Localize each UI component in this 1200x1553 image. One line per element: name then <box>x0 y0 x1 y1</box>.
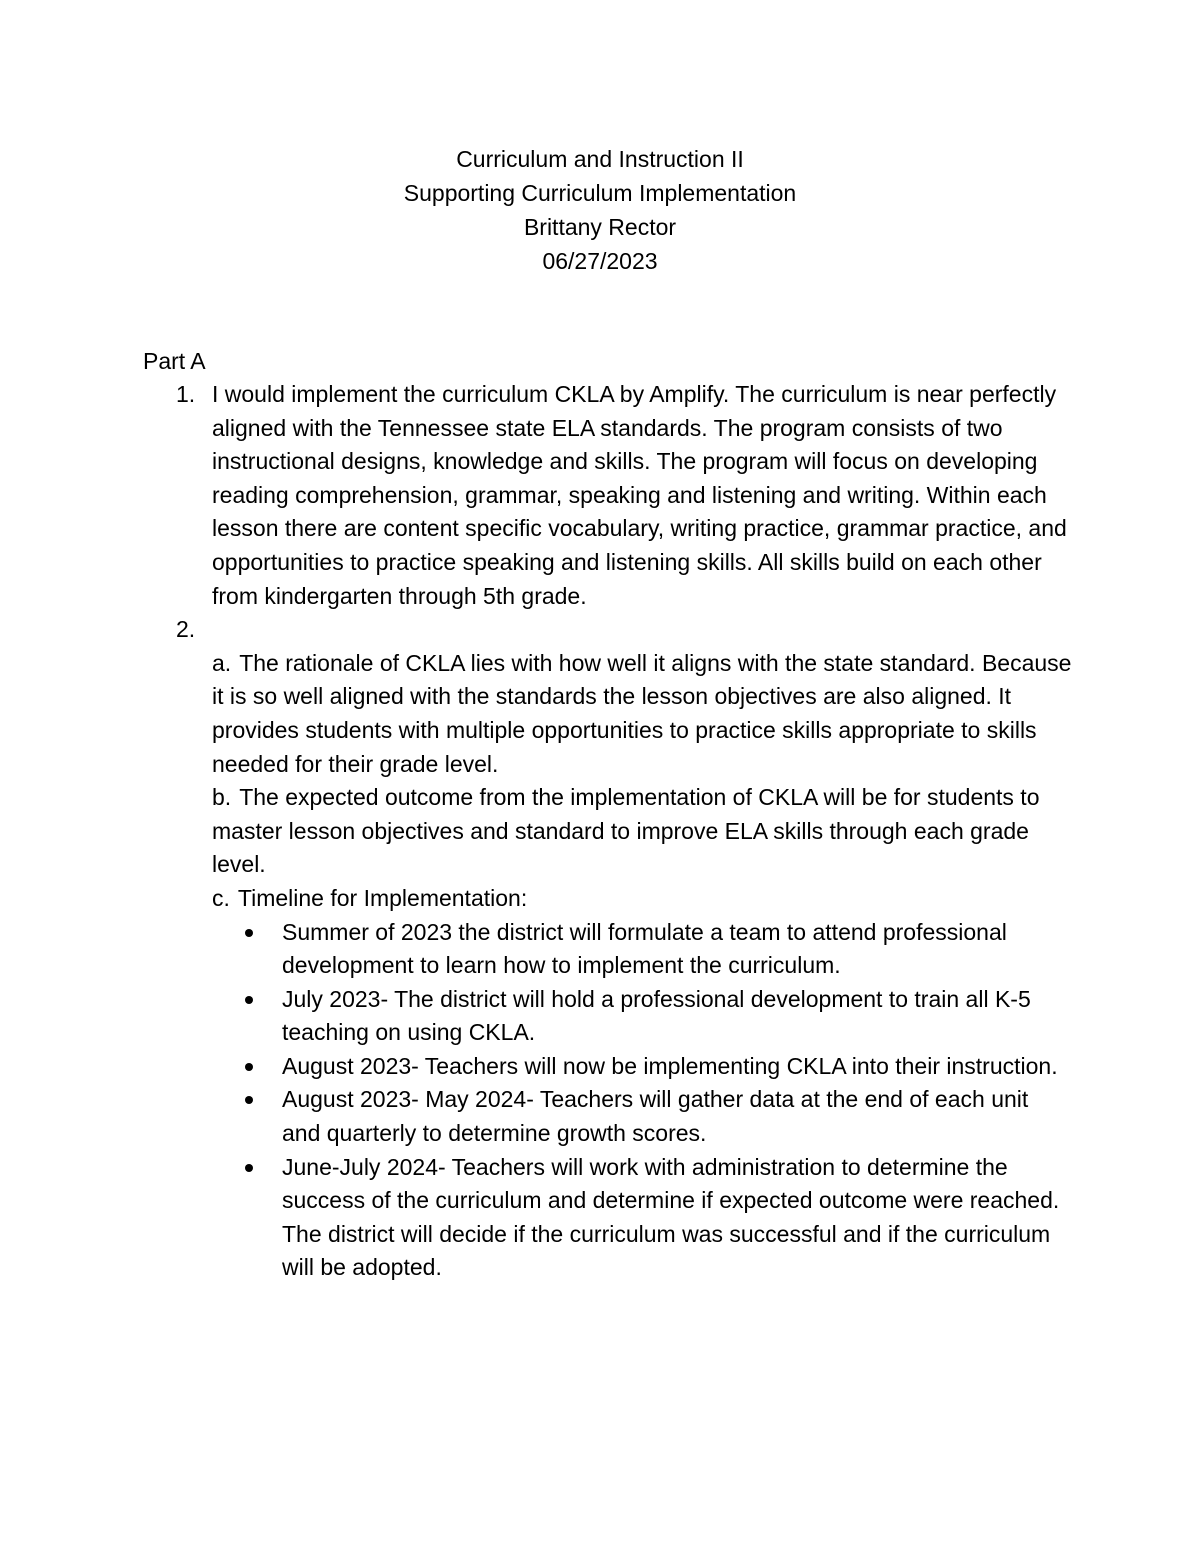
sub-item-a <box>212 647 1073 781</box>
timeline-text: August 2023- May 2024- Teachers will gather data at the end of each unit and quarterly to determine growth scores. <box>282 1086 1029 1147</box>
timeline-item <box>212 1083 1073 1150</box>
timeline-list <box>212 916 1073 1286</box>
bullet-icon <box>245 996 253 1004</box>
timeline-item <box>212 983 1073 1050</box>
numbered-item-2 <box>143 613 1073 1285</box>
sub-item-b <box>212 781 1073 882</box>
sub-item-c <box>212 882 1073 916</box>
timeline-item <box>212 1050 1073 1084</box>
document-body <box>143 344 1073 1285</box>
bullet-icon <box>245 1063 253 1071</box>
timeline-text: July 2023- The district will hold a professional development to train all K-5 teaching on using CKLA. <box>282 985 1031 1046</box>
course-title: Curriculum and Instruction II <box>456 146 744 172</box>
sub-item-text: Timeline for Implementation: <box>237 884 528 911</box>
bullet-icon <box>245 929 253 937</box>
item-spacer <box>212 613 1073 647</box>
document-date: 06/27/2023 <box>542 248 658 274</box>
timeline-text: Summer of 2023 the district will formulate a team to attend professional development to learn how to implement the curriculum. <box>282 918 1007 979</box>
author-name: Brittany Rector <box>523 214 677 240</box>
item-number: 2. <box>176 616 196 643</box>
item-number: 1. <box>176 381 196 407</box>
bullet-icon <box>245 1164 253 1172</box>
timeline-text: June-July 2024- Teachers will work with administration to determine the success of the curriculum and determine if expected outcome were reached. The district will decide if the curriculum was successful and if the curriculum will be adopted. <box>282 1153 1060 1281</box>
assignment-title: Supporting Curriculum Implementation <box>403 180 797 206</box>
sub-item-text: The rationale of CKLA lies with how well it aligns with the state standard. Because it is so well aligned with the standards the lesson objectives are also aligned. It provides students with multiple opportunities to practice skills appropriate to skills needed for their grade level. <box>212 649 1072 777</box>
sub-item-letter: a. <box>212 649 232 676</box>
timeline-item <box>212 916 1073 983</box>
item-text: I would implement the curriculum CKLA by Amplify. The curriculum is near perfectly aligned with the Tennessee state ELA standards. The program consists of two instructional designs, knowledge and skills. The program will focus on developing reading comprehension, grammar, speaking and listening and writing. Within each lesson there are content specific vocabulary, writing practice, grammar practice, and opportunities to practice speaking and listening skills. All skills build on each other from kindergarten through 5th grade. <box>212 381 1067 609</box>
numbered-item-1 <box>143 378 1073 613</box>
sub-item-text: The expected outcome from the implementation of CKLA will be for students to master lesson objectives and standard to improve ELA skills through each grade level. <box>212 784 1040 878</box>
sub-item-letter: b. <box>212 784 232 811</box>
sub-item-letter: c. <box>212 884 230 911</box>
bullet-icon <box>245 1096 253 1104</box>
timeline-text: August 2023- Teachers will now be implementing CKLA into their instruction. <box>282 1052 1058 1079</box>
document-header <box>0 142 1200 278</box>
timeline-item <box>212 1151 1073 1285</box>
part-heading: Part A <box>143 348 206 374</box>
